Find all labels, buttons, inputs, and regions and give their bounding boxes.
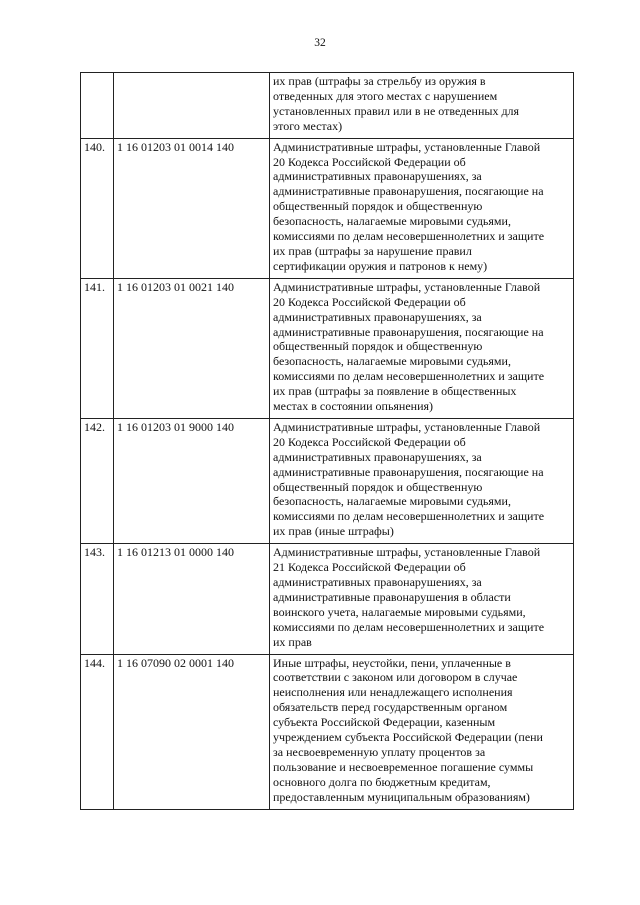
- table-row: [81, 73, 574, 139]
- description-line: пользование и несвоевременное погашение суммы: [273, 759, 534, 774]
- row-number-cell: 140.: [81, 138, 114, 278]
- table-row: [81, 418, 574, 543]
- description-line: комиссиями по делам несовершеннолетних и защите: [273, 369, 545, 384]
- description-line: общественный порядок и общественную: [273, 479, 483, 494]
- description-line: комиссиями по делам несовершеннолетних и защите: [273, 509, 545, 524]
- description-line: административные правонарушения, посягающие на: [273, 184, 544, 199]
- table-row: [81, 544, 574, 654]
- description-line: неисполнения или ненадлежащего исполнения: [273, 685, 513, 700]
- description-line: Административные штрафы, установленные Главой: [273, 545, 541, 560]
- description-cell: [270, 544, 574, 654]
- budget-code-cell: 1 16 01203 01 9000 140: [114, 418, 270, 543]
- budget-code-cell: 1 16 07090 02 0001 140: [114, 654, 270, 809]
- description-line: учреждением субъекта Российской Федерации (пени: [273, 730, 543, 745]
- row-number-cell: 143.: [81, 544, 114, 654]
- description-line: сертификации оружия и патронов к нему): [273, 258, 488, 273]
- budget-code-cell: 1 16 01203 01 0014 140: [114, 138, 270, 278]
- row-number-cell: 141.: [81, 278, 114, 418]
- description-line: комиссиями по делам несовершеннолетних и защите: [273, 229, 545, 244]
- budget-code-cell: 1 16 01213 01 0000 140: [114, 544, 270, 654]
- description-line: их прав (иные штрафы): [273, 524, 394, 539]
- description-cell: [270, 418, 574, 543]
- description-line: их прав (штрафы за появление в общественных: [273, 384, 517, 399]
- description-line: административных правонарушениях, за: [273, 169, 482, 184]
- description-line: этого местах): [273, 118, 343, 133]
- table-row: [81, 654, 574, 809]
- description-line: воинского учета, налагаемые мировыми судьями,: [273, 604, 526, 619]
- description-line: административных правонарушениях, за: [273, 449, 482, 464]
- description-line: их прав (штрафы за стрельбу из оружия в: [273, 74, 486, 88]
- description-line: основного долга по бюджетным кредитам,: [273, 774, 491, 789]
- description-line: Административные штрафы, установленные Главой: [273, 279, 541, 294]
- description-line: за несвоевременную уплату процентов за: [273, 744, 486, 759]
- description-line: безопасность, налагаемые мировыми судьями,: [273, 494, 511, 509]
- description-line: Административные штрафы, установленные Главой: [273, 139, 541, 154]
- budget-code-cell: 1 16 01203 01 0021 140: [114, 278, 270, 418]
- description-cell: [270, 654, 574, 809]
- description-line: административные правонарушения, посягающие на: [273, 324, 544, 339]
- table-row: [81, 278, 574, 418]
- description-line: Административные штрафы, установленные Главой: [273, 419, 541, 434]
- description-line: 20 Кодекса Российской Федерации об: [273, 434, 466, 449]
- description-line: субъекта Российской Федерации, казенным: [273, 715, 496, 730]
- description-line: 21 Кодекса Российской Федерации об: [273, 560, 466, 575]
- description-line: Иные штрафы, неустойки, пени, уплаченные в: [273, 655, 511, 670]
- description-line: общественный порядок и общественную: [273, 199, 483, 214]
- description-line: административные правонарушения в области: [273, 589, 511, 604]
- description-line: безопасность, налагаемые мировыми судьями,: [273, 214, 511, 229]
- description-line: 20 Кодекса Российской Федерации об: [273, 154, 466, 169]
- description-line: установленных правил или в не отведенных для: [273, 103, 520, 118]
- budget-codes-table: [80, 72, 574, 810]
- description-line: безопасность, налагаемые мировыми судьями,: [273, 354, 511, 369]
- description-cell: [270, 138, 574, 278]
- description-line: общественный порядок и общественную: [273, 339, 483, 354]
- description-line: обязательств перед государственным органом: [273, 700, 508, 715]
- row-number-cell: 142.: [81, 418, 114, 543]
- description-line: местах в состоянии опьянения): [273, 399, 434, 414]
- description-line: их прав: [273, 634, 312, 649]
- description-line: отведенных для этого местах с нарушением: [273, 88, 498, 103]
- description-line: соответствии с законом или договором в случае: [273, 670, 518, 685]
- row-number-cell: [81, 73, 114, 139]
- description-line: административных правонарушениях, за: [273, 575, 482, 589]
- row-number-cell: 144.: [81, 654, 114, 809]
- description-line: административные правонарушения, посягающие на: [273, 464, 544, 479]
- description-cell: [270, 278, 574, 418]
- description-cell: [270, 73, 574, 139]
- description-line: 20 Кодекса Российской Федерации об: [273, 294, 466, 309]
- description-line: комиссиями по делам несовершеннолетних и защите: [273, 619, 545, 634]
- table-body: [81, 73, 574, 810]
- description-line: административных правонарушениях, за: [273, 309, 482, 324]
- table-row: [81, 138, 574, 278]
- description-line: их прав (штрафы за нарушение правил: [273, 243, 472, 258]
- budget-code-cell: [114, 73, 270, 139]
- description-line: предоставленным муниципальным образованиям): [273, 789, 530, 804]
- page-number: 32: [314, 37, 326, 49]
